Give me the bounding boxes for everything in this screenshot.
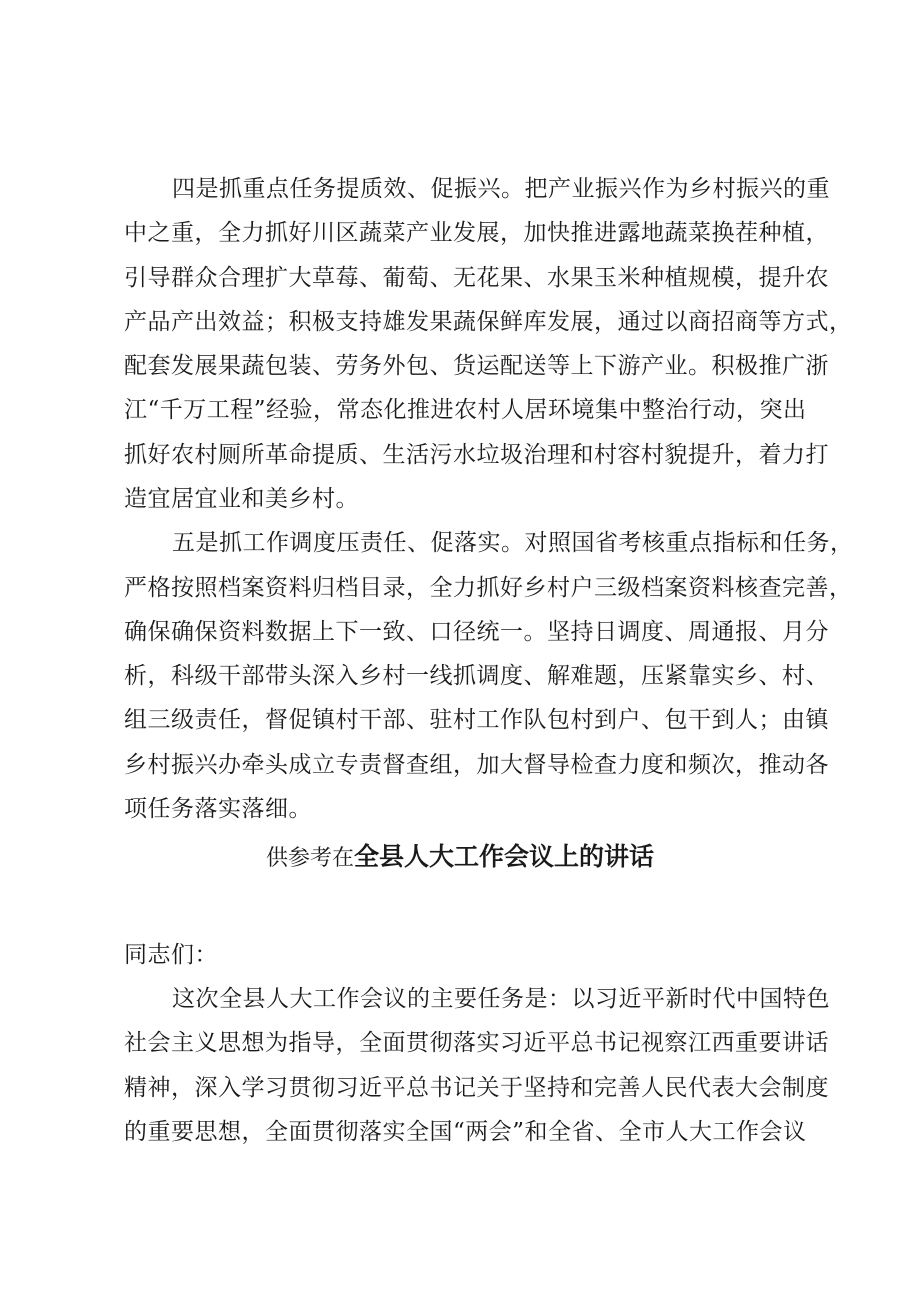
paragraph-line: 四是抓重点任务提质效、促振兴。把产业振兴作为乡村振兴的重: [172, 176, 830, 202]
paragraph-line: 五是抓工作调度压责任、促落实。对照国省考核重点指标和任务，: [172, 530, 854, 556]
paragraph-line: 这次全县人大工作会议的主要任务是：以习近平新时代中国特色: [172, 986, 830, 1012]
paragraph-line: 组三级责任，督促镇村干部、驻村工作队包村到户、包干到人；由镇: [124, 707, 829, 733]
paragraph-line: 造宜居宜业和美乡村。: [124, 486, 359, 512]
paragraph-line: 确保确保资料数据上下一致、口径统一。坚持日调度、周通报、月分: [124, 619, 829, 645]
paragraph-line: 抓好农村厕所革命提质、生活污水垃圾治理和村容村貌提升，着力打: [124, 442, 829, 468]
paragraph-line: 江“千万工程”经验，常态化推进农村人居环境集中整治行动，突出: [124, 397, 807, 423]
paragraph-line: 引导群众合理扩大草莓、葡萄、无花果、水果玉米种植规模，提升农: [124, 265, 829, 291]
paragraph-line: 的重要思想，全面贯彻落实全国“两会”和全省、全市人大工作会议: [124, 1119, 807, 1145]
salutation: 同志们：: [124, 942, 218, 968]
paragraph-line: 严格按照档案资料归档目录，全力抓好乡村户三级档案资料核查完善，: [124, 575, 853, 601]
paragraph-line: 乡村振兴办牵头成立专责督查组，加大督导检查力度和频次，推动各: [124, 752, 829, 778]
paragraph-line: 精神，深入学习贯彻习近平总书记关于坚持和完善人民代表大会制度: [124, 1075, 829, 1101]
speech-title: [0, 840, 920, 876]
speech-title-main: 全县人大工作会议上的讲话: [354, 842, 655, 871]
paragraph-line: 中之重，全力抓好川区蔬菜产业发展，加快推进露地蔬菜换茬种植，: [124, 220, 829, 246]
paragraph-line: 产品产出效益；积极支持雄发果蔬保鲜库发展，通过以商招商等方式，: [124, 309, 853, 335]
speech-title-prefix: 供参考在: [265, 846, 354, 871]
paragraph-line: 配套发展果蔬包装、劳务外包、货运配送等上下游产业。积极推广浙: [124, 353, 829, 379]
paragraph-line: 项任务落实落细。: [124, 796, 312, 822]
paragraph-line: 析，科级干部带头深入乡村一线抓调度、解难题，压紧靠实乡、村、: [124, 663, 829, 689]
paragraph-line: 社会主义思想为指导，全面贯彻落实习近平总书记视察江西重要讲话: [124, 1030, 829, 1056]
